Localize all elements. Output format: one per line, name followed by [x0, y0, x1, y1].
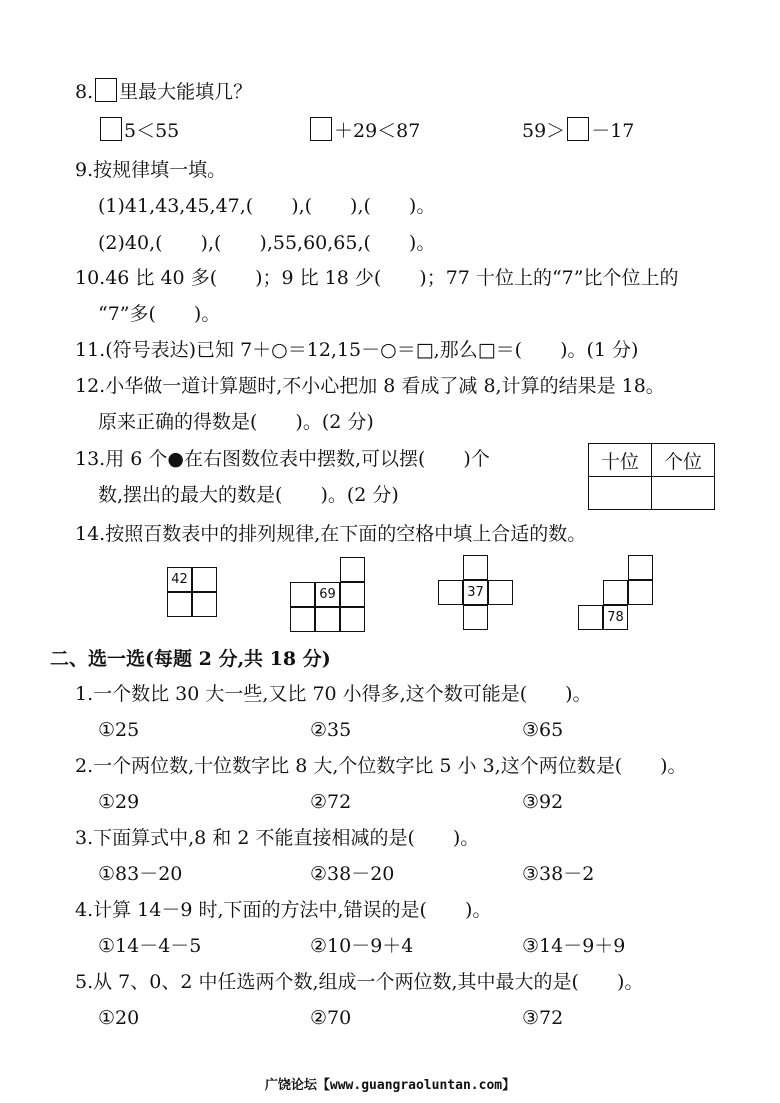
place-value-cell-tens[interactable]	[589, 477, 652, 510]
choice-question-2: 2.一个两位数,十位数字比 8 大,个位数字比 5 小 3,这个两位数是( )。	[75, 755, 687, 777]
answer-box[interactable]	[95, 78, 117, 102]
grid-cell-value: 37	[463, 580, 488, 605]
choice-4-option-b[interactable]: ②10－9＋4	[310, 935, 414, 957]
choice-1-option-a[interactable]: ①25	[98, 719, 140, 741]
choice-question-5: 5.从 7、0、2 中任选两个数,组成一个两位数,其中最大的是( )。	[75, 971, 644, 993]
q8-stem: 8. 里最大能填几？	[75, 78, 252, 105]
grid-cell-blank[interactable]	[603, 580, 628, 605]
grid-cell-blank[interactable]	[578, 605, 603, 630]
grid-cell-blank[interactable]	[463, 605, 488, 630]
place-value-cell-ones[interactable]	[652, 477, 715, 510]
choice-4-option-a[interactable]: ①14－4－5	[98, 935, 202, 957]
grid-cell-blank[interactable]	[290, 582, 315, 607]
grid-cell-blank[interactable]	[628, 555, 653, 580]
q8-option-b: ＋29＜87	[308, 117, 420, 144]
q13-line-2: 数,摆出的最大的数是( )。(2 分)	[98, 484, 399, 506]
q8-option-a: 5＜55	[98, 117, 179, 144]
q9-title: 9.按规律填一填。	[75, 159, 227, 181]
choice-3-option-b[interactable]: ②38－20	[310, 863, 395, 885]
choice-4-option-c[interactable]: ③14－9＋9	[522, 935, 626, 957]
choice-question-3: 3.下面算式中,8 和 2 不能直接相减的是( )。	[75, 827, 480, 849]
place-value-table	[588, 443, 715, 510]
choice-2-option-a[interactable]: ①29	[98, 791, 140, 813]
q9-line-2: (2)40,( ),( ),55,60,65,( )。	[98, 232, 436, 254]
choice-2-option-c[interactable]: ③92	[522, 791, 564, 813]
q12-line-1: 12.小华做一道计算题时,不小心把加 8 看成了减 8,计算的结果是 18。	[75, 375, 665, 397]
q13-line-1: 13.用 6 个●在右图数位表中摆数,可以摆( )个	[75, 448, 490, 470]
choice-question-1: 1.一个数比 30 大一些,又比 70 小得多,这个数可能是( )。	[75, 683, 592, 705]
choice-3-option-c[interactable]: ③38－2	[522, 863, 595, 885]
grid-cell-blank[interactable]	[488, 580, 513, 605]
place-value-header-tens: 十位	[589, 444, 652, 477]
grid-cell-value: 78	[603, 605, 628, 630]
grid-cell-blank[interactable]	[340, 582, 365, 607]
grid-cell-value: 69	[315, 582, 340, 607]
choice-1-option-b[interactable]: ②35	[310, 719, 352, 741]
grid-cell-blank[interactable]	[438, 580, 463, 605]
grid-cell-blank[interactable]	[315, 607, 340, 632]
q10-line-1: 10.46 比 40 多( )；9 比 18 少( )；77 十位上的“7”比个位上的	[75, 267, 679, 289]
grid-cell-blank[interactable]	[192, 592, 217, 617]
choice-3-option-a[interactable]: ①83－20	[98, 863, 183, 885]
choice-5-option-b[interactable]: ②70	[310, 1007, 352, 1029]
q10-line-2: “7”多( )。	[98, 303, 221, 325]
place-value-header-ones: 个位	[652, 444, 715, 477]
footer-watermark: 广饶论坛【www.guangraoluntan.com】	[264, 1078, 516, 1093]
choice-5-option-c[interactable]: ③72	[522, 1007, 564, 1029]
section-2-title: 二、选一选(每题 2 分,共 18 分)	[50, 648, 331, 670]
grid-cell-blank[interactable]	[167, 592, 192, 617]
grid-cell-blank[interactable]	[340, 607, 365, 632]
q8-option-c: 59＞ －17	[522, 117, 634, 144]
choice-2-option-b[interactable]: ②72	[310, 791, 352, 813]
grid-cell-blank[interactable]	[192, 567, 217, 592]
choice-question-4: 4.计算 14－9 时,下面的方法中,错误的是( )。	[75, 899, 492, 921]
choice-1-option-c[interactable]: ③65	[522, 719, 564, 741]
q12-line-2: 原来正确的得数是( )。(2 分)	[98, 411, 374, 433]
grid-cell-blank[interactable]	[628, 580, 653, 605]
grid-cell-value: 42	[167, 567, 192, 592]
choice-5-option-a[interactable]: ①20	[98, 1007, 140, 1029]
grid-cell-blank[interactable]	[340, 557, 365, 582]
grid-cell-blank[interactable]	[463, 555, 488, 580]
q14-title: 14.按照百数表中的排列规律,在下面的空格中填上合适的数。	[75, 523, 587, 545]
answer-box[interactable]	[310, 117, 332, 141]
q9-line-1: (1)41,43,45,47,( ),( ),( )。	[98, 195, 436, 217]
answer-box[interactable]	[567, 117, 589, 141]
answer-box[interactable]	[100, 117, 122, 141]
q11-text: 11.(符号表达)已知 7＋○＝12,15－○＝□,那么□＝( )。(1 分)	[75, 339, 639, 361]
grid-cell-blank[interactable]	[290, 607, 315, 632]
